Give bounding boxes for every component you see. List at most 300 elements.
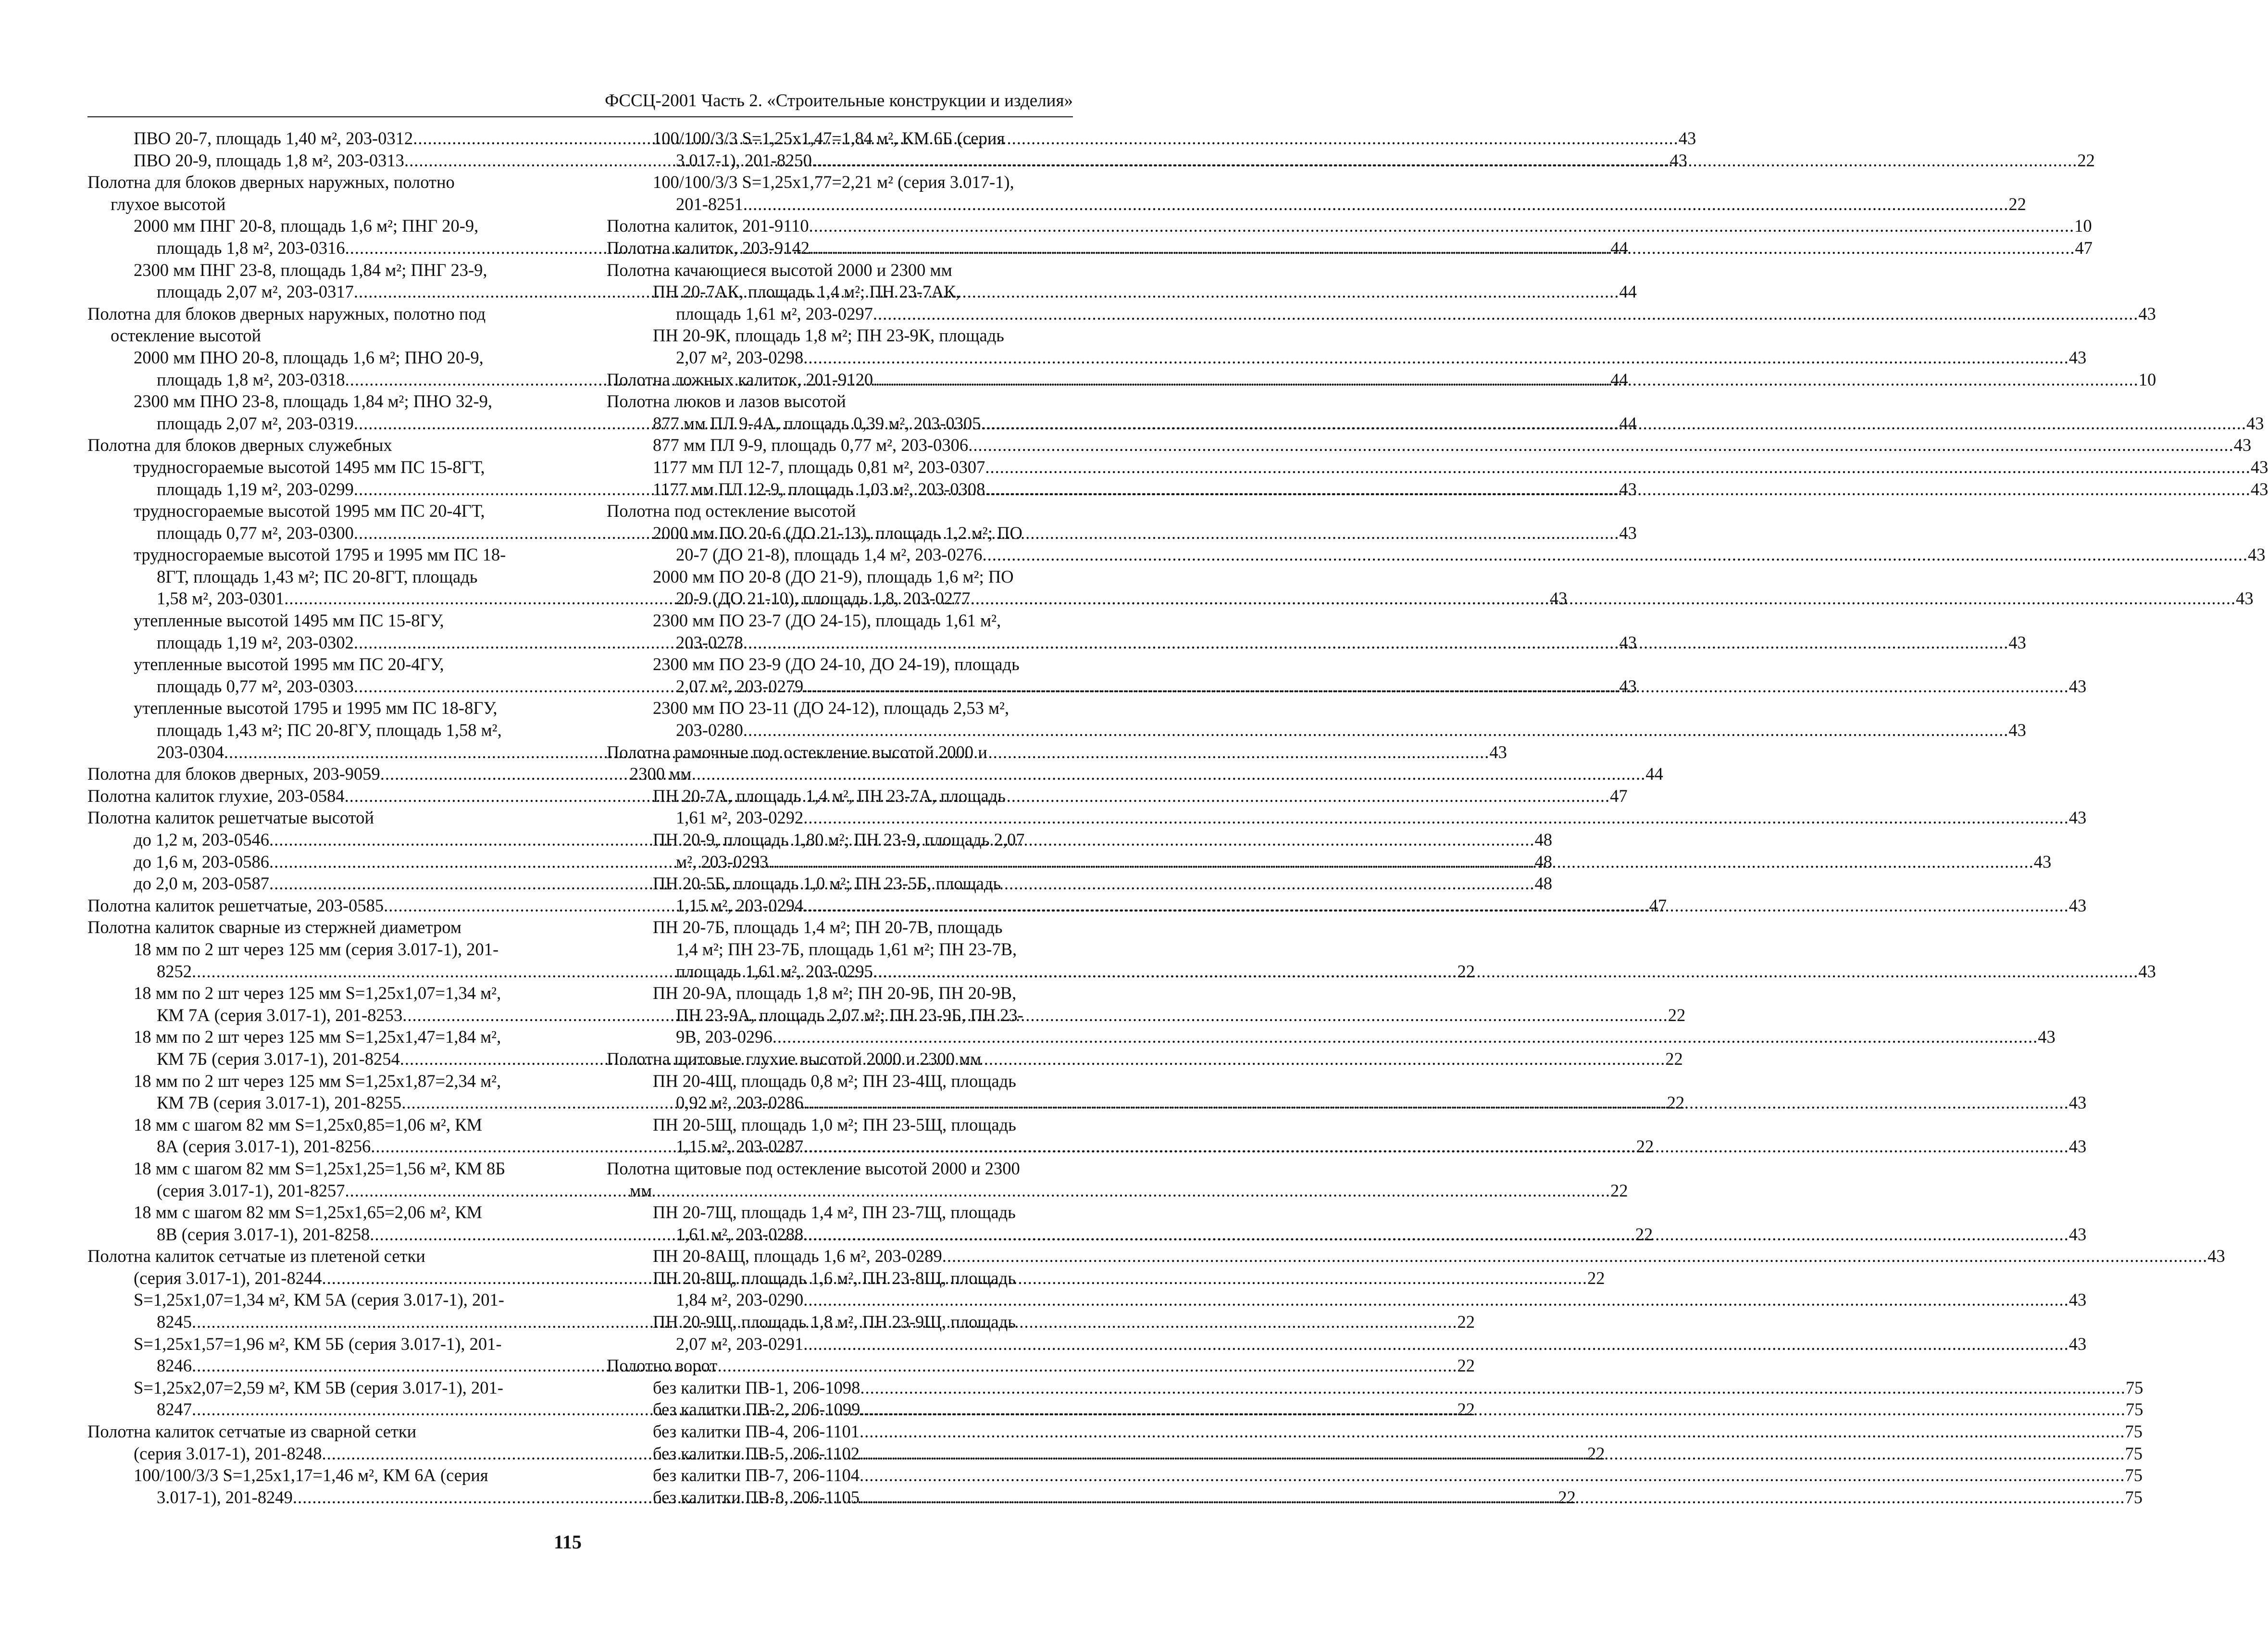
index-entry-page: 43 [1670, 150, 1687, 170]
index-entry-text: Полотна под остекление высотой [607, 501, 856, 521]
index-entry [607, 544, 2266, 566]
index-entry [607, 347, 2087, 369]
index-entry-text: 20-7 (ДО 21-8), площадь 1,4 м², 203-0276 [676, 545, 983, 565]
page-number: 115 [554, 1531, 582, 1553]
index-entry-text: Полотна рамочные под остекление высотой 2000 и [607, 742, 987, 762]
index-entry-page: 43 [2250, 479, 2268, 499]
index-entry-page: 44 [1610, 237, 1628, 258]
index-entry-text: Полотна калиток сетчатые из сварной сетки [87, 1422, 417, 1442]
index-entry-text: трудносгораемые высотой 1795 и 1995 мм ПС 18- [134, 545, 506, 565]
index-entry-text: Полотна калиток решетчатые высотой [87, 808, 374, 828]
index-entry-page: 43 [2069, 808, 2087, 828]
index-entry [607, 390, 1069, 412]
index-entry [607, 1004, 1069, 1026]
index-entry-text: Полотна калиток, 203-9142 [607, 237, 810, 258]
index-entry-page: 22 [1667, 1093, 1685, 1113]
index-entry [607, 522, 1069, 544]
index-entry-page: 22 [1457, 1399, 1475, 1420]
index-entry-text: ПН 20-7А, площадь 1,4 м², ПН 23-7А, площадь [653, 786, 1006, 806]
index-entry [87, 1421, 543, 1443]
index-entry [607, 697, 1069, 719]
index-entry [87, 1464, 543, 1486]
dot-leader [803, 675, 2069, 698]
index-entry-text: ПН 20-7АК, площадь 1,4 м²; ПН 23-7АК, [653, 282, 960, 302]
index-entry-text: 8252 [157, 961, 192, 981]
dot-leader [860, 1443, 2125, 1465]
dot-leader [942, 1245, 2208, 1267]
index-entry-text: 8ГТ, площадь 1,43 м²; ПС 20-8ГТ, площадь [157, 566, 478, 586]
dot-leader [873, 369, 2139, 391]
index-entry-text: ПН 20-9, площадь 1,80 м²; ПН 23-9, площадь 2,07 [653, 830, 1025, 849]
index-entry-text: 100/100/3/3 S=1,25x1,47=1,84 м², КМ 6Б (серия [653, 128, 1005, 148]
index-entry-page: 22 [1558, 1487, 1576, 1507]
index-entry-text: ПН 20-8АЩ, площадь 1,6 м², 203-0289 [653, 1246, 942, 1266]
index-entry-page: 22 [1457, 961, 1475, 981]
index-entry-text: 1,15 м², 203-0287 [676, 1136, 804, 1157]
index-entry-text: КМ 7Б (серия 3.017-1), 201-8254 [157, 1048, 400, 1069]
index-entry-text: до 1,6 м, 203-0586 [134, 851, 269, 872]
index-entry-text: 9В, 203-0296 [676, 1027, 773, 1047]
index-entry-text: 1,15 м², 203-0294 [676, 895, 804, 915]
index-entry-page: 22 [1665, 1048, 1683, 1069]
dot-leader [981, 412, 2247, 435]
index-entry-text: ПН 20-9Щ, площадь 1,8 м², ПН 23-9Щ, площадь [653, 1312, 1016, 1332]
index-entry [87, 500, 543, 522]
index-entry-text: Полотна ложных калиток, 201-9120 [607, 369, 873, 389]
index-entry [607, 916, 1069, 938]
index-entry [607, 1158, 1069, 1180]
index-entry-text: м², 203-0293 [676, 851, 769, 872]
index-entry-page: 43 [2247, 545, 2266, 565]
index-entry-text: КМ 7В (серия 3.017-1), 201-8255 [157, 1093, 402, 1113]
index-entry [607, 632, 2026, 654]
index-entry-text: 2300 мм ПНГ 23-8, площадь 1,84 м²; ПНГ 23-9, [134, 260, 487, 280]
index-entry-text: Полотна калиток сварные из стержней диаметром [87, 917, 461, 937]
index-entry [607, 434, 2252, 456]
index-entry-text: площадь 1,19 м², 203-0299 [157, 479, 354, 499]
index-entry [607, 1289, 2087, 1311]
index-entry-text: площадь 1,43 м²; ПС 20-8ГУ, площадь 1,58 м², [157, 720, 502, 740]
dot-leader [743, 719, 2009, 741]
index-entry-text: Полотна щитовые под остекление высотой 2000 и 2300 [607, 1158, 1020, 1178]
index-entry [87, 807, 543, 829]
index-entry-text: 18 мм по 2 шт через 125 мм S=1,25x1,07=1,34 м², [134, 983, 501, 1003]
index-entry-page: 43 [2069, 676, 2087, 696]
index-entry-text: S=1,25x1,07=1,34 м², КМ 5А (серия 3.017-1), 201- [134, 1290, 504, 1310]
index-entry-text: 2000 мм ПНО 20-8, площадь 1,6 м²; ПНО 20-9, [134, 347, 484, 367]
index-entry-text: 100/100/3/3 S=1,25x1,77=2,21 м² (серия 3.017-1), [653, 172, 1014, 192]
index-entry-text: 1,61 м², 203-0288 [676, 1224, 804, 1244]
index-entry-page: 43 [1619, 632, 1637, 652]
index-entry [87, 916, 543, 938]
index-entry-text: 2300 мм [630, 764, 692, 784]
index-entry-text: без калитки ПВ-1, 206-1098 [653, 1377, 860, 1397]
index-entry-text: 18 мм по 2 шт через 125 мм S=1,25x1,87=2,34 м², [134, 1071, 501, 1091]
index-entry-page: 22 [1457, 1356, 1475, 1376]
index-entry [607, 1092, 2087, 1114]
index-entry-page: 75 [2125, 1399, 2143, 1420]
index-entry-text: площадь 2,07 м², 203-0319 [157, 413, 354, 433]
page-header [87, 90, 1073, 117]
index-entry-page: 22 [1457, 1312, 1475, 1332]
index-entry [607, 675, 2087, 698]
index-entry [607, 1048, 1069, 1070]
index-entry-page: 43 [1489, 742, 1507, 762]
index-entry-text: до 1,2 м, 203-0546 [134, 830, 269, 849]
dot-leader [812, 150, 2078, 172]
index-entry-text: 877 мм ПЛ 9-4А, площадь 0,39 м², 203-0305 [653, 413, 981, 433]
index-entry-text: площадь 1,19 м², 203-0302 [157, 632, 354, 652]
index-entry [607, 829, 1069, 851]
index-entry-page: 75 [2125, 1465, 2143, 1485]
index-entry [607, 741, 1069, 763]
index-entry [607, 785, 1069, 807]
index-entry-text: 203-0280 [676, 720, 743, 740]
index-entry-page: 22 [1636, 1136, 1654, 1157]
index-entry-text: 2300 мм ПО 23-9 (ДО 24-10, ДО 24-19), площадь [653, 654, 1020, 674]
index-entry-page: 44 [1619, 282, 1637, 302]
index-entry-page: 43 [2138, 303, 2156, 324]
index-entry-text: 2300 мм ПО 23-11 (ДО 24-12), площадь 2,53 м², [653, 698, 1009, 718]
index-entry [607, 1421, 2143, 1443]
index-entry-page: 43 [2207, 1246, 2225, 1266]
index-entry [87, 938, 543, 960]
index-entry-text: глухое высотой [111, 194, 226, 214]
index-entry-page: 43 [2038, 1027, 2056, 1047]
index-entry-text: ПН 20-4Щ, площадь 0,8 м²; ПН 23-4Щ, площадь [653, 1071, 1016, 1091]
index-entry [607, 653, 1069, 675]
index-entry [607, 960, 2156, 983]
index-entry-text: утепленные высотой 1795 и 1995 мм ПС 18-8ГУ, [134, 698, 498, 718]
dot-leader [803, 1223, 2069, 1246]
index-entry-page: 22 [1587, 1268, 1605, 1288]
index-entry-text: 1,84 м², 203-0290 [676, 1290, 804, 1310]
index-entry-text: без калитки ПВ-4, 206-1101 [653, 1422, 860, 1442]
dot-leader [803, 895, 2069, 917]
index-entry-text: Полотна калиток сетчатые из плетеной сетки [87, 1246, 425, 1266]
index-entry-text: 203-0278 [676, 632, 743, 652]
dot-leader [803, 1289, 2069, 1311]
index-entry-text: 8245 [157, 1312, 192, 1332]
index-entry-page: 75 [2125, 1487, 2143, 1507]
index-entry-text: площадь 0,77 м², 203-0303 [157, 676, 354, 696]
index-entry-text: ПН 20-5Б, площадь 1,0 м²; ПН 23-5Б, площадь [653, 873, 1001, 894]
index-entry-text: 2,07 м², 203-0279 [676, 676, 804, 696]
index-entry-text: КМ 7А (серия 3.017-1), 201-8253 [157, 1005, 403, 1025]
index-entry-text: площадь 0,77 м², 203-0300 [157, 523, 354, 543]
index-entry-text: Полотна качающиеся высотой 2000 и 2300 мм [607, 260, 952, 280]
index-entry-text: (серия 3.017-1), 201-8244 [134, 1268, 322, 1288]
index-entry-text: Полотна калиток глухие, 203-0584 [87, 786, 345, 806]
index-entry-text: 0,92 м², 203-0286 [676, 1093, 804, 1113]
index-entry-page: 43 [2069, 1136, 2087, 1157]
index-entry-text: S=1,25x2,07=2,59 м², КМ 5В (серия 3.017-1), 201- [134, 1377, 503, 1397]
index-entry-page: 22 [2008, 194, 2026, 214]
dot-leader [809, 215, 2075, 237]
index-entry-text: Полотна для блоков дверных, 203-9059 [87, 764, 380, 784]
index-entry [87, 193, 543, 215]
index-entry [607, 982, 1069, 1004]
index-entry-text: 18 мм по 2 шт через 125 мм (серия 3.017-1), 201- [134, 939, 499, 959]
index-entry-text: 1177 мм ПЛ 12-9, площадь 1,03 м², 203-0308 [653, 479, 985, 499]
dot-leader [803, 1333, 2069, 1355]
index-entry-text: 8В (серия 3.017-1), 201-8258 [157, 1224, 370, 1244]
index-entry-page: 43 [2236, 588, 2254, 609]
index-entry-text: площадь 1,8 м², 203-0318 [157, 369, 345, 389]
index-entry [87, 1333, 543, 1355]
index-entry-text: 18 мм по 2 шт через 125 мм S=1,25x1,47=1,84 м², [134, 1027, 501, 1047]
index-entry-page: 22 [1587, 1443, 1605, 1463]
index-entry-text: 2,07 м², 203-0298 [676, 347, 804, 367]
index-entry [87, 610, 543, 632]
index-entry-text: (серия 3.017-1), 201-8248 [134, 1443, 322, 1463]
index-entry-page: 43 [2069, 1290, 2087, 1310]
index-entry [607, 1398, 2143, 1421]
index-entry-text: S=1,25x1,57=1,96 м², КМ 5Б (серия 3.017-1), 201- [134, 1334, 502, 1354]
index-entry [607, 1201, 1069, 1223]
index-entry-text: 1,58 м², 203-0301 [157, 588, 285, 609]
index-entry-text: 2000 мм ПО 20-8 (ДО 21-9), площадь 1,6 м²; ПО [653, 566, 1014, 586]
index-entry-text: остекление высотой [111, 325, 262, 346]
index-entry [607, 1267, 1069, 1289]
index-entry-text: ПВО 20-9, площадь 1,8 м², 203-0313 [134, 150, 404, 170]
index-entry [607, 1464, 2143, 1486]
index-entry [87, 697, 543, 719]
index-entry-text: 201-8251 [676, 194, 743, 214]
index-entry-page: 43 [2008, 632, 2026, 652]
dot-leader [860, 1464, 2125, 1486]
index-entry-page: 22 [1668, 1005, 1686, 1025]
index-entry-page: 47 [1610, 786, 1628, 806]
index-entry [87, 347, 543, 369]
index-entry-text: Полотна для блоков дверных служебных [87, 435, 392, 455]
index-entry-page: 22 [1635, 1224, 1653, 1244]
index-entry-text: 3.017-1), 201-8249 [157, 1487, 293, 1507]
index-entry-text: 2000 мм ПНГ 20-8, площадь 1,6 м²; ПНГ 20-9, [134, 216, 479, 236]
index-entry [87, 171, 543, 193]
index-entry [607, 1223, 2087, 1246]
index-entry-text: Полотна люков и лазов высотой [607, 391, 846, 412]
index-entry-text: без калитки ПВ-8, 206-1105 [653, 1487, 860, 1507]
index-entry [607, 719, 2026, 741]
index-entry [607, 1114, 1069, 1136]
index-entry-text: 877 мм ПЛ 9-9, площадь 0,77 м², 203-0306 [653, 435, 969, 455]
index-entry [87, 324, 543, 347]
index-entry [87, 1070, 543, 1092]
index-entry [87, 566, 543, 588]
index-entry-page: 43 [2069, 1093, 2087, 1113]
index-entry-text: Полотна щитовые глухие высотой 2000 и 2300 мм [607, 1048, 982, 1069]
index-entry-page: 44 [1610, 369, 1628, 389]
index-entry [87, 544, 543, 566]
index-entry-text: 2,07 м², 203-0291 [676, 1334, 804, 1354]
index-entry [607, 193, 2026, 215]
index-entry-text: ПН 20-9К, площадь 1,8 м²; ПН 23-9К, площадь [653, 325, 1004, 346]
index-entry [607, 566, 1069, 588]
index-entry-text: ПН 23-9А, площадь 2,07 м²; ПН 23-9Б, ПН 23- [676, 1005, 1023, 1025]
index-entry-page: 43 [2069, 1334, 2087, 1354]
index-entry-page: 43 [2069, 895, 2087, 915]
index-entry-text: ПВО 20-7, площадь 1,40 м², 203-0312 [134, 128, 413, 148]
index-entry [607, 500, 1069, 522]
index-entry-text: 2000 мм ПО 20-6 (ДО 21-13), площадь 1,2 м²; ПО [653, 523, 1022, 543]
index-entry [87, 390, 543, 412]
index-entry [607, 1180, 1069, 1202]
dot-leader [860, 1421, 2125, 1443]
index-entry [607, 171, 1069, 193]
index-entry-page: 47 [1649, 895, 1667, 915]
index-entry [607, 1245, 2225, 1267]
index-entry [607, 873, 1069, 895]
index-entry-page: 43 [1619, 479, 1637, 499]
index-entry [607, 215, 2092, 237]
dot-leader [860, 1377, 2126, 1399]
index-entry [607, 610, 1069, 632]
index-entry-page: 22 [2077, 150, 2095, 170]
index-entry-text: Полотна калиток, 201-9110 [607, 216, 809, 236]
index-entry [607, 1135, 2087, 1158]
index-entry-text: без калитки ПВ-7, 206-1104 [653, 1465, 860, 1485]
index-entry-text: 1177 мм ПЛ 12-7, площадь 0,81 м², 203-0307 [653, 457, 985, 477]
index-entry-page: 75 [2125, 1443, 2143, 1463]
index-entry-page: 43 [2069, 1224, 2087, 1244]
index-entry [607, 281, 1069, 303]
dot-leader [860, 1486, 2125, 1509]
page-header-title: ФССЦ-2001 Часть 2. «Строительные конструкции и изделия» [605, 91, 1073, 111]
index-entry [87, 1158, 543, 1180]
dot-leader [968, 434, 2234, 456]
index-entry-text: площадь 1,61 м², 203-0297 [676, 303, 873, 324]
index-entry [87, 1377, 543, 1399]
index-entry-page: 10 [2138, 369, 2156, 389]
index-entry-page: 43 [1619, 676, 1637, 696]
dot-leader [971, 587, 2236, 610]
index-entry [87, 1289, 543, 1311]
index-entry-text: 18 мм с шагом 82 мм S=1,25x0,85=1,06 м², КМ [134, 1114, 482, 1135]
index-entry-page: 75 [2125, 1422, 2143, 1442]
index-entry [607, 1333, 2087, 1355]
index-entry [87, 982, 543, 1004]
index-entry-page: 43 [2008, 720, 2026, 740]
index-entry-text: 2300 мм ПНО 23-8, площадь 1,84 м²; ПНО 32-9, [134, 391, 492, 412]
index-entry-page: 43 [2069, 347, 2087, 367]
index-entry [607, 478, 2268, 500]
index-entry [607, 1311, 1069, 1333]
index-entry-page: 43 [1678, 128, 1696, 148]
index-entry [607, 1026, 2056, 1048]
index-entry-text: 8247 [157, 1399, 192, 1420]
index-entry-text: 18 мм с шагом 82 мм S=1,25x1,25=1,56 м², КМ 8Б [134, 1158, 506, 1178]
dot-leader [803, 347, 2069, 369]
dot-leader [773, 1026, 2038, 1048]
dot-leader [768, 851, 2034, 873]
dot-leader [873, 960, 2139, 983]
dot-leader [803, 1092, 2069, 1114]
dot-leader [743, 193, 2009, 215]
index-entry-text: 203-0304 [157, 742, 224, 762]
index-entry [607, 587, 2254, 610]
index-entry-text: 100/100/3/3 S=1,25x1,17=1,46 м², КМ 6А (серия [134, 1465, 488, 1485]
index-entry [607, 324, 1069, 347]
index-entry-text: 20-9 (ДО 21-10), площадь 1,8, 203-0277 [676, 588, 971, 609]
index-entry-text: утепленные высотой 1495 мм ПС 15-8ГУ, [134, 611, 444, 631]
index-entry-page: 44 [1645, 764, 1663, 784]
index-entry [87, 653, 543, 675]
index-entry-text: утепленные высотой 1995 мм ПС 20-4ГУ, [134, 654, 444, 674]
index-entry-text: 8246 [157, 1356, 192, 1376]
index-entry-page: 43 [2233, 435, 2252, 455]
dot-leader [743, 632, 2009, 654]
index-entry [87, 259, 543, 281]
index-entry-text: 3.017-1), 201-8250 [676, 150, 812, 170]
index-entry-text: 8А (серия 3.017-1), 201-8256 [157, 1136, 371, 1157]
index-entry [87, 1114, 543, 1136]
index-entry-text: без калитки ПВ-2, 206-1099 [653, 1399, 860, 1420]
dot-leader [982, 544, 2248, 566]
index-entry-text: (серия 3.017-1), 201-8257 [157, 1180, 345, 1200]
index-entry-text: 18 мм с шагом 82 мм S=1,25x1,65=2,06 м², КМ [134, 1202, 482, 1222]
index-entry-text: ПН 20-7Б, площадь 1,4 м²; ПН 20-7В, площадь [653, 917, 1003, 937]
index-entry-page: 43 [1549, 588, 1568, 609]
index-entry-text: 1,4 м²; ПН 23-7Б, площадь 1,61 м²; ПН 23-7В, [676, 939, 1017, 959]
index-entry-page: 43 [1619, 523, 1637, 543]
index-entry [87, 1201, 543, 1223]
index-entry [87, 303, 543, 325]
index-entry-text: площадь 1,8 м², 203-0316 [157, 237, 345, 258]
index-entry-text: площадь 2,07 м², 203-0317 [157, 282, 354, 302]
index-entry-page: 10 [2074, 216, 2092, 236]
index-entry-text: ПН 20-5Щ, площадь 1,0 м²; ПН 23-5Щ, площадь [653, 1114, 1016, 1135]
index-entry [607, 763, 1069, 785]
index-entry-page: 43 [2033, 851, 2052, 872]
index-entry-page: 43 [2250, 457, 2268, 477]
index-entry-page: 43 [2138, 961, 2156, 981]
index-entry [607, 127, 1069, 150]
index-entry-text: Полотна для блоков дверных наружных, полотно под [87, 303, 486, 324]
index-entry-text: Полотна калиток решетчатые, 203-0585 [87, 895, 384, 915]
index-entry-text: без калитки ПВ-5, 206-1102 [653, 1443, 860, 1463]
index-entry [607, 1377, 2143, 1399]
index-entry [607, 303, 2156, 325]
index-entry-page: 22 [1610, 1180, 1628, 1200]
index-entry-page: 43 [2246, 413, 2264, 433]
index-entry [87, 719, 543, 741]
index-entry-text: 2300 мм ПО 23-7 (ДО 24-15), площадь 1,61 м², [653, 611, 1001, 631]
index-entry-text: ПН 20-7Щ, площадь 1,4 м², ПН 23-7Щ, площадь [653, 1202, 1016, 1222]
index-entry-text: ПН 20-8Щ, площадь 1,6 м², ПН 23-8Щ, площадь [653, 1268, 1016, 1288]
dot-leader [873, 303, 2139, 325]
index-entry [87, 1245, 543, 1267]
index-entry [607, 1355, 1069, 1377]
index-entry-text: 1,61 м², 203-0292 [676, 808, 804, 828]
index-entry-page: 47 [2075, 237, 2093, 258]
index-entry-page: 44 [1619, 413, 1637, 433]
index-entry-page: 48 [1534, 830, 1552, 849]
dot-leader [810, 237, 2075, 259]
index-entry-page: 48 [1534, 873, 1552, 894]
index-entry [607, 259, 1069, 281]
index-entry [87, 434, 543, 456]
index-entry-text: Полотно ворот [607, 1356, 718, 1376]
index-entry-text: Полотна для блоков дверных наружных, полотно [87, 172, 455, 192]
index-entry [87, 456, 543, 478]
dot-leader [985, 456, 2251, 478]
dot-leader [803, 807, 2069, 829]
index-entry-text: площадь 1,61 м², 203-0295 [676, 961, 873, 981]
index-entry-text: мм [630, 1180, 652, 1200]
index-entry-text: трудносгораемые высотой 1495 мм ПС 15-8ГТ, [134, 457, 485, 477]
index-entry-text: ПН 20-9А, площадь 1,8 м²; ПН 20-9Б, ПН 20-9В, [653, 983, 1017, 1003]
